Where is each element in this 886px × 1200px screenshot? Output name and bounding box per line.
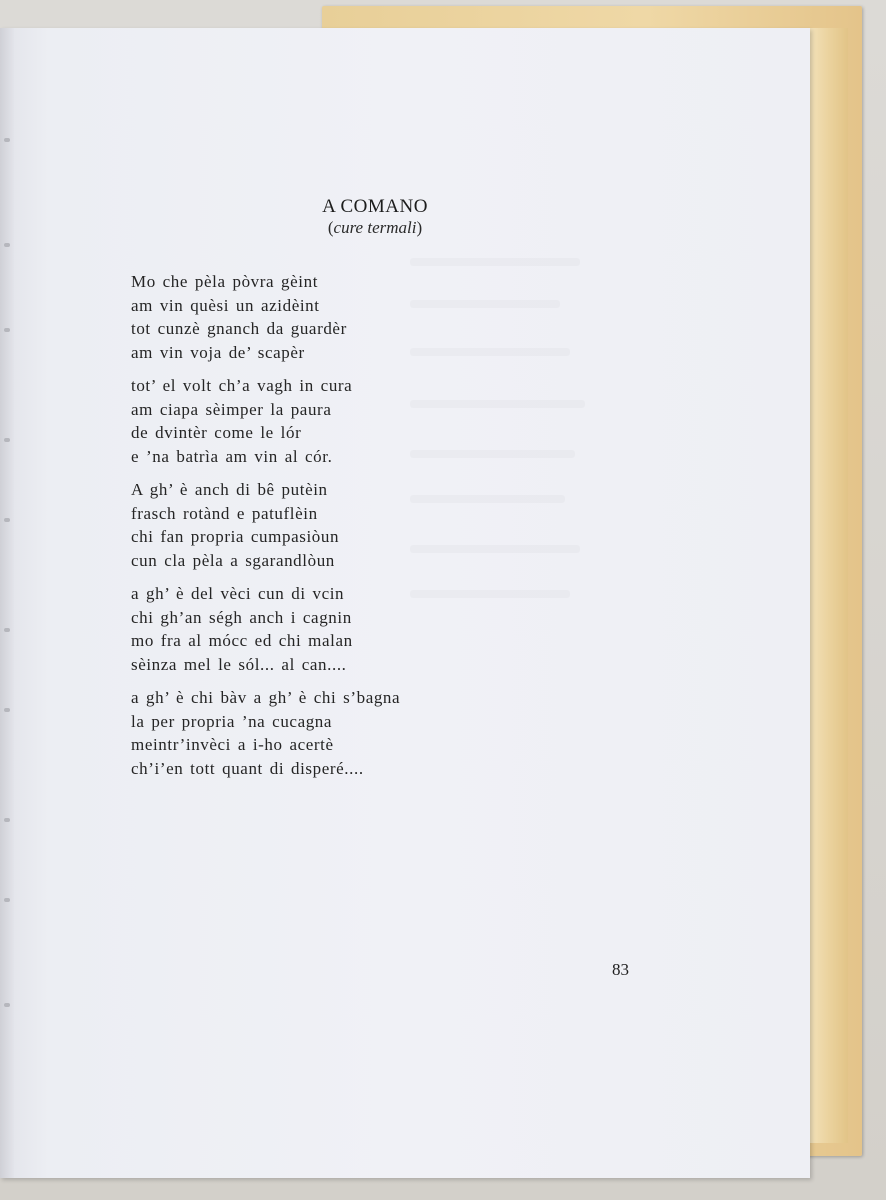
show-through-text — [410, 495, 565, 503]
show-through-text — [410, 258, 580, 266]
show-through-text — [410, 300, 560, 308]
poem-line: a gh’ è del vèci cun di vcin — [131, 584, 345, 603]
binding-stitch — [4, 898, 10, 902]
binding-stitch — [4, 628, 10, 632]
binding-stitch — [4, 328, 10, 332]
poem-body — [131, 270, 400, 790]
poem-line: A gh’ è anch di bê putèin — [131, 480, 328, 499]
binding-stitch — [4, 818, 10, 822]
page-number: 83 — [612, 960, 629, 979]
poem-line: chi fan propria cumpasiòun — [131, 527, 340, 546]
poem-line: am vin voja de’ scapèr — [131, 342, 305, 362]
binding-stitch — [4, 138, 10, 142]
poem-line: a gh’ è chi bàv a gh’ è chi s’bagna — [131, 688, 401, 707]
poem-line: Mo che pèla pòvra gèint — [131, 272, 319, 291]
show-through-text — [410, 545, 580, 553]
poem-line: la per propria ’na cucagna — [131, 711, 333, 731]
binding-stitch — [4, 1003, 10, 1007]
poem-line: am vin quèsi un azidèint — [131, 295, 320, 315]
page-edges — [808, 28, 848, 1143]
poem-line: am ciapa sèimper la paura — [131, 399, 332, 419]
stanza — [131, 686, 400, 780]
show-through-text — [410, 400, 585, 408]
poem-line: frasch rotànd e patuflèin — [131, 503, 318, 523]
poem-title: A COMANO — [322, 196, 428, 217]
poem-line: mo fra al mócc ed chi malan — [131, 631, 353, 650]
show-through-text — [410, 348, 570, 356]
stanza — [131, 582, 400, 676]
poem-subtitle-text: cure termali — [333, 218, 417, 237]
poem-line: chi gh’an ségh anch i cagnin — [131, 607, 352, 627]
binding-stitch — [4, 243, 10, 247]
show-through-text — [410, 590, 570, 598]
poem-line: e ’na batrìa am vin al cór. — [131, 446, 333, 466]
stanza — [131, 374, 400, 468]
poem-subtitle: (cure termali) — [327, 218, 423, 237]
poem-line: cun cla pèla a sgarandlòun — [131, 550, 335, 570]
poem-line: ch’i’en tott quant di disperé.... — [131, 758, 364, 778]
poem-line: sèinza mel le sól... al can.... — [131, 654, 347, 674]
binding-stitch — [4, 708, 10, 712]
binding-stitch — [4, 518, 10, 522]
poem-line: tot cunzè gnanch da guardèr — [131, 319, 347, 338]
binding-stitch — [4, 438, 10, 442]
poem-line: tot’ el volt ch’a vagh in cura — [131, 376, 353, 395]
poem-line: meintr’invèci a i-ho acertè — [131, 735, 334, 754]
stanza — [131, 270, 400, 364]
stanza — [131, 478, 400, 572]
show-through-text — [410, 450, 575, 458]
poem-line: de dvintèr come le lór — [131, 423, 302, 442]
